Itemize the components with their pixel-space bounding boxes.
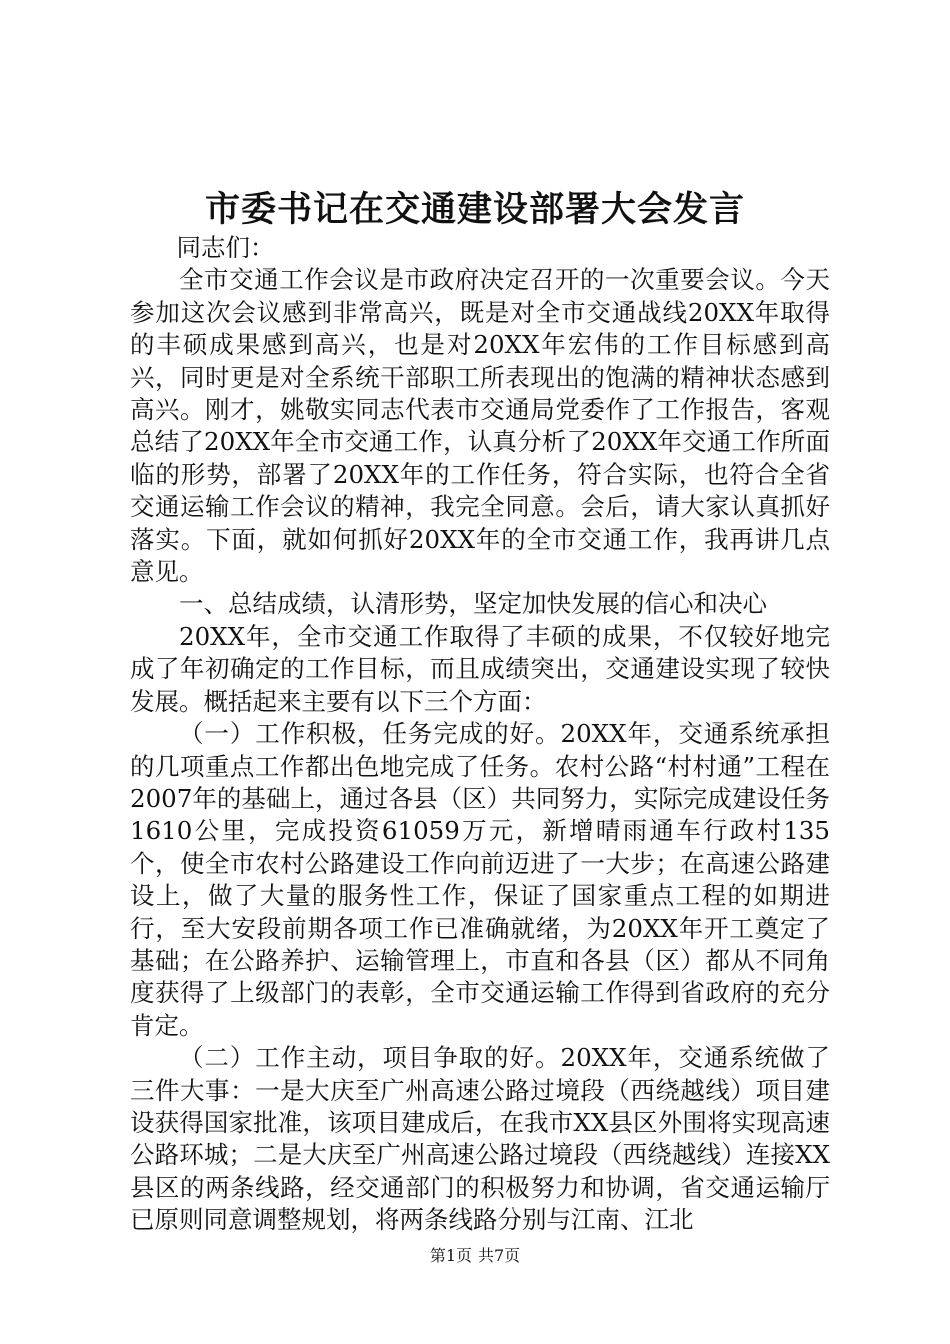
document-title: 市委书记在交通建设部署大会发言 <box>204 189 745 230</box>
salutation: 同志们： <box>176 233 275 262</box>
paragraph-point-2: （二）工作主动，项目争取的好。20XX年，交通系统做了三件大事：一是大庆至广州高速公路过境段（西绕越线）项目建设获得国家批准，该项目建成后，在我市XX县区外围将实现高速公路环城；二是大庆至广州高速公路过境段（西绕越线）连接XX县区的两条线路，经交通部门的积极努力和协调，省交通运输厅已原则同意调整规划，将两条线路分别与江南、江北 <box>130 1043 830 1235</box>
page-total: 共7页 <box>478 1246 521 1265</box>
page-footer <box>0 1246 950 1266</box>
section-heading-1: 一、总结成绩，认清形势，坚定加快发展的信心和决心 <box>179 589 767 619</box>
page-number: 第1页 <box>429 1246 472 1265</box>
paragraph-point-1: （一）工作积极，任务完成的好。20XX年，交通系统承担的几项重点工作都出色地完成了任务。农村公路“村村通”工程在2007年的基础上，通过各县（区）共同努力，实际完成建设任务1610公里，完成投资61059万元，新增晴雨通车行政村135个，使全市农村公路建设工作向前迈进了一大步；在高速公路建设上，做了大量的服务性工作，保证了国家重点工程的如期进行，至大安段前期各项工作已准确就绪，为20XX年开工奠定了基础；在公路养护、运输管理上，市直和各县（区）都从不同角度获得了上级部门的表彰，全市交通运输工作得到省政府的充分肯定。 <box>130 719 830 1040</box>
document-body <box>130 232 830 1237</box>
paragraph-summary: 20XX年，全市交通工作取得了丰硕的成果，不仅较好地完成了年初确定的工作目标，而且成绩突出，交通建设实现了较快发展。概括起来主要有以下三个方面： <box>130 621 830 716</box>
paragraph-intro: 全市交通工作会议是市政府决定召开的一次重要会议。今天参加这次会议感到非常高兴，既是对全市交通战线20XX年取得的丰硕成果感到高兴，也是对20XX年宏伟的工作目标感到高兴，同时更是对全系统干部职工所表现出的饱满的精神状态感到高兴。刚才，姚敬实同志代表市交通局党委作了工作报告，客观总结了20XX年全市交通工作，认真分析了20XX年交通工作所面临的形势，部署了20XX年的工作任务，符合实际，也符合全省交通运输工作会议的精神，我完全同意。会后，请大家认真抓好落实。下面，就如何抓好20XX年的全市交通工作，我再讲几点意见。 <box>130 265 830 587</box>
